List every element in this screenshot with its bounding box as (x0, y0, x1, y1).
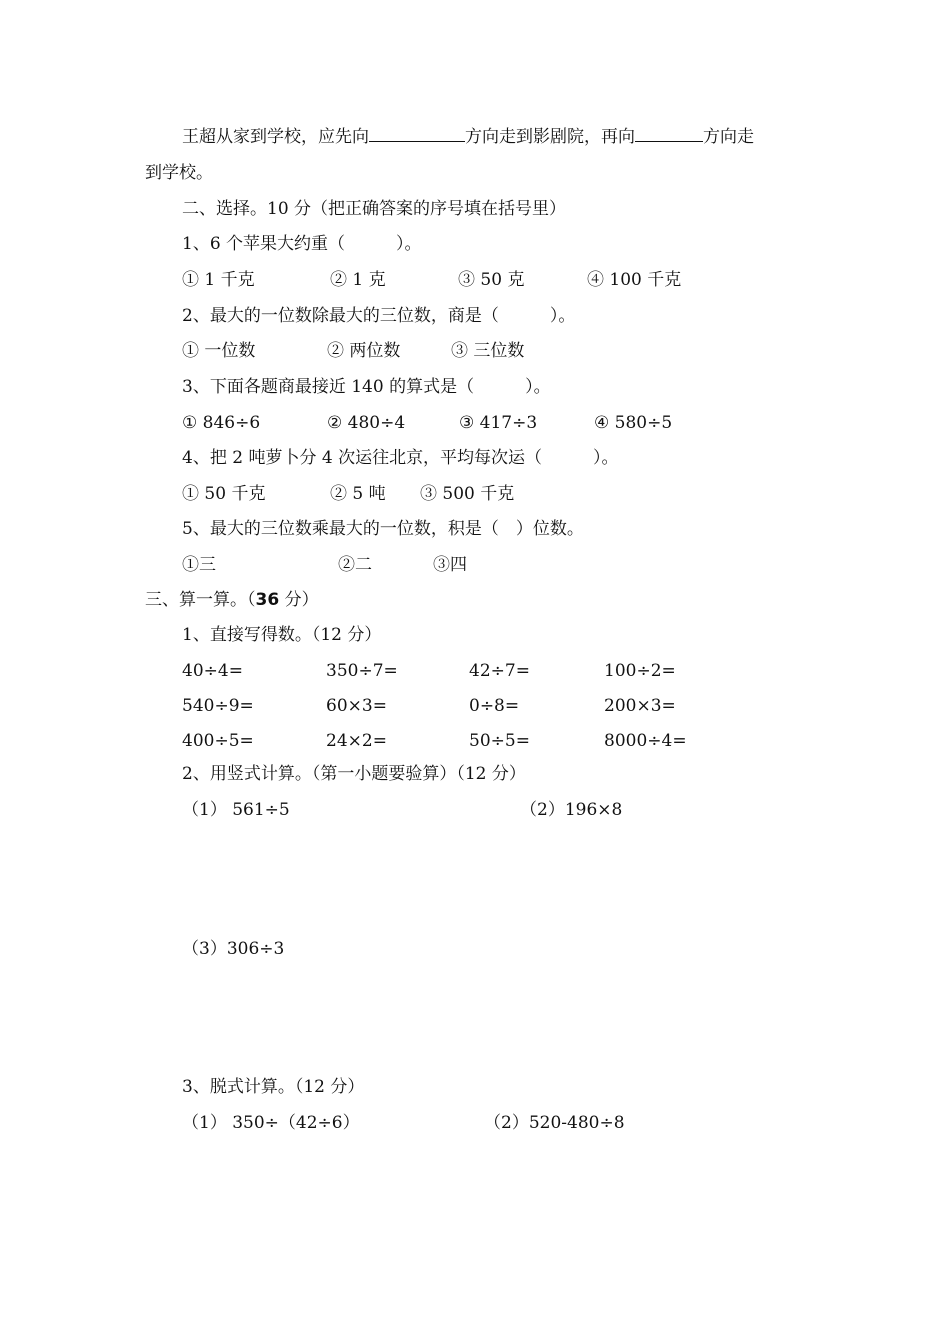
calc-r3-c4: 8000÷4= (604, 731, 687, 751)
section-3-heading (145, 588, 319, 612)
section-3-heading-suffix: 分） (279, 590, 319, 610)
calc-r1-c4: 100÷2= (604, 661, 676, 681)
calc-r3-c2: 24×2= (326, 731, 387, 751)
question-3-option-1: ① 846÷6 (182, 413, 261, 433)
question-3-option-3: ③ 417÷3 (459, 413, 538, 433)
vertical-calc-1: （1） 561÷5 (182, 800, 290, 820)
sub-3-title: 3、脱式计算。（12 分） (182, 1077, 365, 1097)
section-3-score: 36 (255, 590, 280, 610)
intro-line-2: 到学校。 (145, 163, 213, 183)
step-calc-2: （2）520-480÷8 (484, 1113, 625, 1133)
intro-text-2: 方向走到影剧院，再向 (465, 127, 635, 147)
question-2-option-3: ③ 三位数 (451, 341, 525, 361)
intro-text-3: 方向走 (703, 127, 754, 147)
section-2-heading: 二、选择。10 分（把正确答案的序号填在括号里） (182, 199, 567, 219)
sub-2-title: 2、用竖式计算。（第一小题要验算）（12 分） (182, 764, 526, 784)
question-1-option-1: ① 1 千克 (182, 270, 255, 290)
question-3-option-2: ② 480÷4 (327, 413, 406, 433)
calc-r1-c1: 40÷4= (182, 661, 243, 681)
vertical-calc-3: （3）306÷3 (182, 939, 285, 959)
question-2-option-2: ② 两位数 (327, 341, 401, 361)
calc-r1-c3: 42÷7= (469, 661, 530, 681)
question-4-option-3: ③ 500 千克 (420, 484, 515, 504)
answer-blank-2[interactable] (635, 125, 703, 142)
question-5-option-3: ③四 (433, 555, 467, 575)
question-1-stem: 1、6 个苹果大约重（ ）。 (182, 234, 422, 254)
calc-r3-c1: 400÷5= (182, 731, 254, 751)
step-calc-1: （1） 350÷（42÷6） (182, 1113, 360, 1133)
calc-r1-c2: 350÷7= (326, 661, 398, 681)
question-3-stem: 3、下面各题商最接近 140 的算式是（ ）。 (182, 377, 551, 397)
calc-r2-c4: 200×3= (604, 696, 676, 716)
intro-text-1: 王超从家到学校，应先向 (182, 127, 369, 147)
question-4-option-2: ② 5 吨 (330, 484, 386, 504)
sub-1-title: 1、直接写得数。（12 分） (182, 625, 382, 645)
question-4-option-1: ① 50 千克 (182, 484, 266, 504)
question-3-option-4: ④ 580÷5 (594, 413, 673, 433)
question-1-option-2: ② 1 克 (330, 270, 386, 290)
question-4-stem: 4、把 2 吨萝卜分 4 次运往北京，平均每次运（ ）。 (182, 448, 619, 468)
section-3-heading-prefix: 三、算一算。（ (145, 590, 256, 610)
calc-r2-c3: 0÷8= (469, 696, 520, 716)
answer-blank-1[interactable] (369, 125, 465, 142)
calc-r3-c3: 50÷5= (469, 731, 530, 751)
question-1-option-4: ④ 100 千克 (587, 270, 682, 290)
question-2-option-1: ① 一位数 (182, 341, 256, 361)
calc-r2-c2: 60×3= (326, 696, 387, 716)
question-5-option-2: ②二 (338, 555, 372, 575)
question-5-stem: 5、最大的三位数乘最大的一位数，积是（ ）位数。 (182, 519, 584, 539)
question-1-option-3: ③ 50 克 (458, 270, 525, 290)
question-5-option-1: ①三 (182, 555, 216, 575)
question-2-stem: 2、最大的一位数除最大的三位数，商是（ ）。 (182, 306, 576, 326)
vertical-calc-2: （2）196×8 (520, 800, 623, 820)
intro-line-1 (182, 125, 754, 149)
calc-r2-c1: 540÷9= (182, 696, 254, 716)
